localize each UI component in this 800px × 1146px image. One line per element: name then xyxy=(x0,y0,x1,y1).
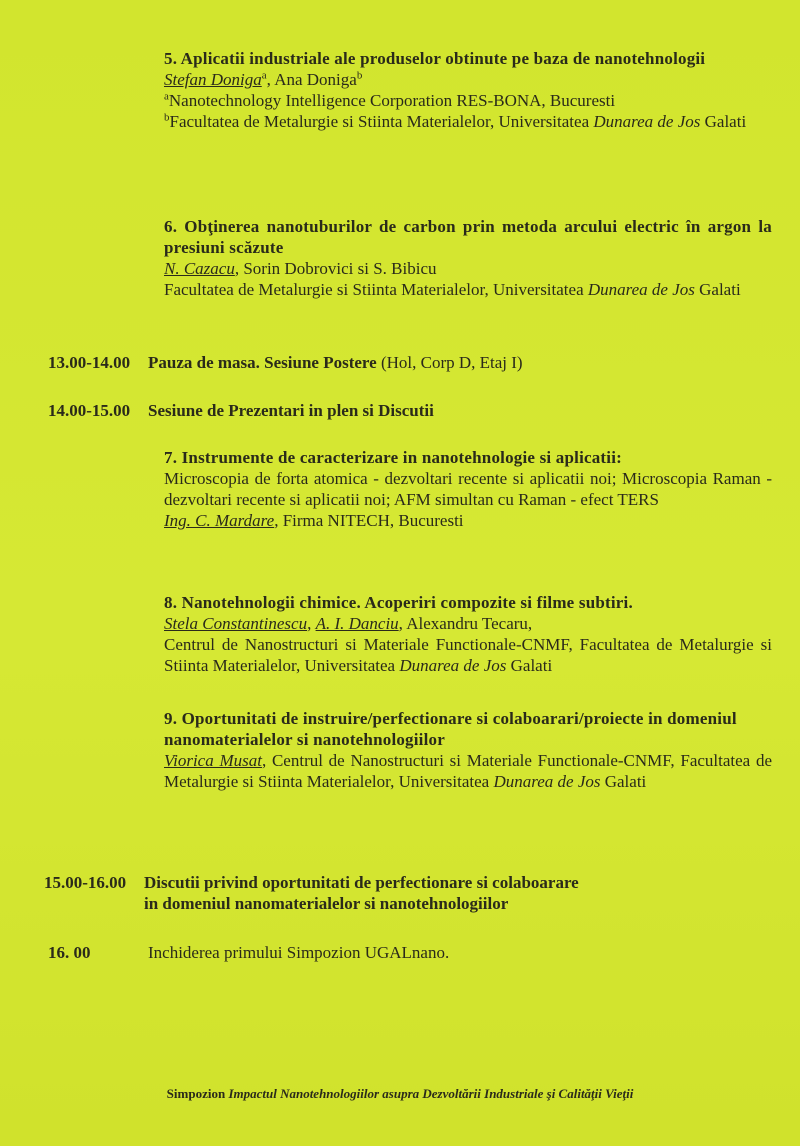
talk-8-affil-city: Galati xyxy=(506,656,553,675)
talk-7-description: Microscopia de forta atomica - dezvoltari recente si aplicatii noi; Microscopia Raman - dezvoltari recente si aplicatii noi; AFM simultan cu Raman - efect TERS xyxy=(164,469,772,509)
schedule-row-discussion xyxy=(44,872,579,914)
schedule-activity: Pauza de masa. Sesiune Postere xyxy=(148,353,377,372)
page-footer xyxy=(0,1086,800,1102)
talk-9-presenter: Viorica Musat xyxy=(164,751,262,770)
schedule-activity: Sesiune de Prezentari in plen si Discutii xyxy=(148,401,434,420)
affil-b-city: Galati xyxy=(700,112,747,131)
talk-5-authors xyxy=(164,69,772,90)
schedule-activity-line2: in domeniul nanomaterialelor si nanotehnologiilor xyxy=(144,894,509,913)
talk-8-affil-university: Dunarea de Jos xyxy=(399,656,507,675)
schedule-activity: Discutii privind oportunitati de perfectionare si colaboarare xyxy=(144,873,579,892)
schedule-row-plenary xyxy=(48,400,434,421)
talk-7-title: 7. Instrumente de caracterizare in nanotehnologie si aplicatii: xyxy=(164,448,623,467)
schedule-row-lunch xyxy=(48,352,523,373)
talk-6-coauthors: , Sorin Dobrovici si S. Bibicu xyxy=(234,259,437,278)
affil-b-university: Dunarea de Jos xyxy=(593,112,701,131)
talk-6-authors xyxy=(164,258,772,279)
talk-8-affil-text: Centrul de Nanostructuri si Materiale Functionale-CNMF, Facultatea de Metalurgie si Stiinta Materialelor, Universitatea xyxy=(164,635,772,675)
talk-5 xyxy=(164,48,772,132)
talk-5-affil-a xyxy=(164,90,772,111)
schedule-time: 13.00-14.00 xyxy=(48,353,131,372)
talk-6-affil-university: Dunarea de Jos xyxy=(587,280,695,299)
talk-7-presenter: Ing. C. Mardare xyxy=(164,511,275,530)
talk-9-affil-text: , Centrul de Nanostructuri si Materiale Functionale-CNMF, Facultatea de Metalurgie si Stiinta Materialelor, Universitatea xyxy=(164,751,772,791)
talk-7 xyxy=(164,447,772,531)
talk-6 xyxy=(164,216,772,300)
talk-6-affil xyxy=(164,279,772,300)
talk-5-coauthors: , Ana Doniga xyxy=(266,70,357,89)
talk-9-title-2: nanomaterialelor si nanotehnologiilor xyxy=(164,730,445,749)
talk-6-affil-text: Facultatea de Metalurgie si Stiinta Materialelor, Universitatea xyxy=(164,280,588,299)
talk-9-affil-university: Dunarea de Jos xyxy=(493,772,601,791)
talk-6-affil-city: Galati xyxy=(694,280,741,299)
talk-8-coauthors: , Alexandru Tecaru, xyxy=(398,614,533,633)
schedule-time: 14.00-15.00 xyxy=(48,401,131,420)
talk-6-title: 6. Obţinerea nanotuburilor de carbon prin metoda arcului electric în argon la presiuni scăzute xyxy=(164,217,772,257)
talk-8-affil xyxy=(164,634,772,676)
talk-6-presenter: N. Cazacu xyxy=(164,259,235,278)
talk-9 xyxy=(164,708,772,792)
talk-5-coauthor-sup: b xyxy=(356,69,363,82)
schedule-location: (Hol, Corp D, Etaj I) xyxy=(376,353,523,372)
schedule-time: 15.00-16.00 xyxy=(44,873,127,892)
footer-title: Impactul Nanotehnologiilor asupra Dezvoltării Industriale şi Calităţii Vieţii xyxy=(228,1086,634,1101)
talk-5-presenter-sup: a xyxy=(261,69,267,82)
talk-8-authors xyxy=(164,613,772,634)
schedule-time: 16. 00 xyxy=(48,943,91,962)
talk-8-presenter: Stela Constantinescu xyxy=(164,614,308,633)
talk-8-presenter-2: A. I. Danciu xyxy=(315,614,399,633)
talk-8-sep: , xyxy=(307,614,316,633)
affil-a-text: Nanotechnology Intelligence Corporation RES-BONA, Bucuresti xyxy=(168,91,616,110)
footer-prefix: Simpozion xyxy=(166,1086,229,1101)
talk-9-affil-city: Galati xyxy=(600,772,647,791)
talk-5-affil-b xyxy=(164,111,772,132)
schedule-row-closing xyxy=(48,942,449,963)
talk-7-authors xyxy=(164,510,772,531)
affil-a-sup: a xyxy=(164,90,169,103)
affil-b-sup: b xyxy=(164,111,170,124)
talk-5-presenter: Stefan Doniga xyxy=(164,70,262,89)
talk-7-company: , Firma NITECH, Bucuresti xyxy=(274,511,464,530)
talk-9-title: 9. Oportunitati de instruire/perfectionare si colaboarari/proiecte in domeniul xyxy=(164,709,737,728)
talk-8 xyxy=(164,592,772,676)
talk-9-author-affil xyxy=(164,750,772,792)
affil-b-text: Facultatea de Metalurgie si Stiinta Materialelor, Universitatea xyxy=(169,112,594,131)
talk-5-title: 5. Aplicatii industriale ale produselor obtinute pe baza de nanotehnologii xyxy=(164,49,706,68)
talk-8-title: 8. Nanotehnologii chimice. Acoperiri compozite si filme subtiri. xyxy=(164,593,633,612)
schedule-activity: Inchiderea primului Simpozion UGALnano. xyxy=(148,943,450,962)
